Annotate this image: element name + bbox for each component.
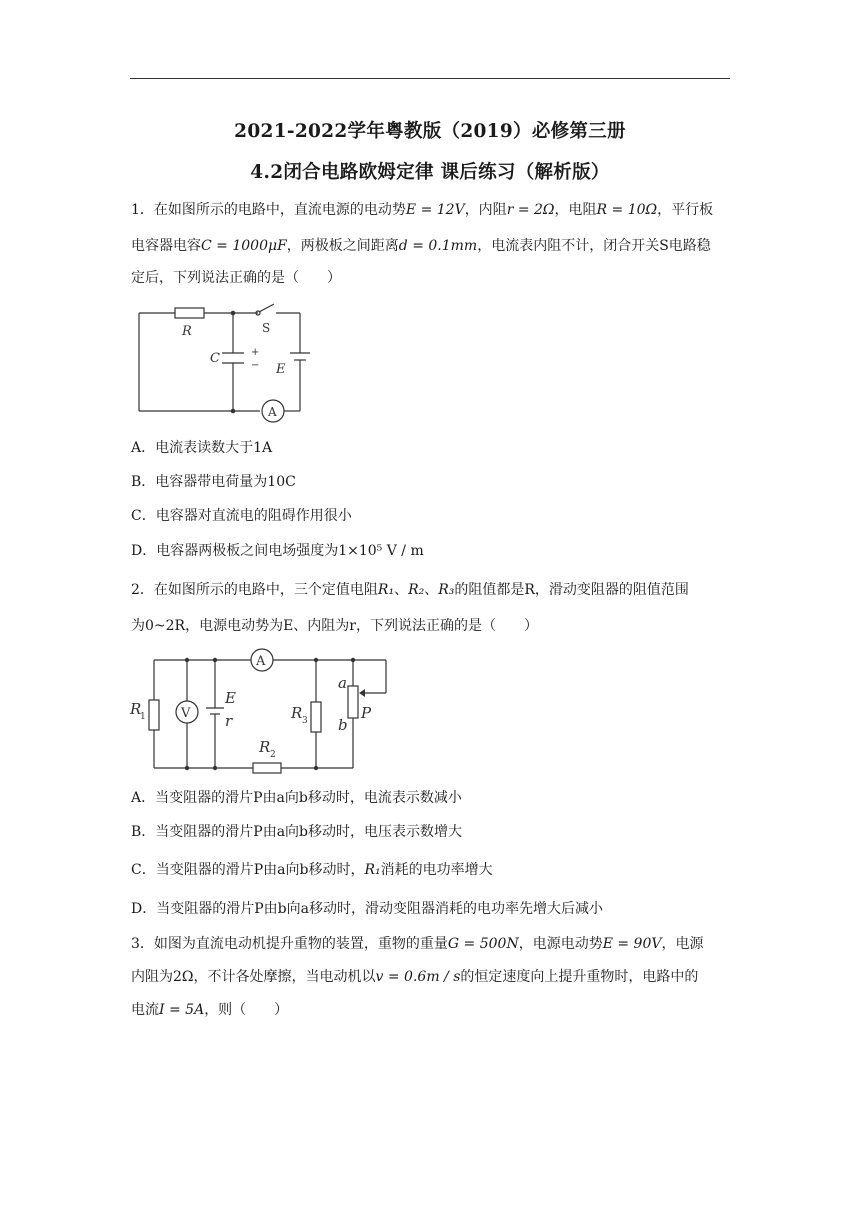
junction-dot [314,766,318,770]
document-subtitle: 4.2闭合电路欧姆定律 课后练习（解析版） [250,162,610,183]
switch-S-label: S [262,321,271,335]
resistor-R1-label: R [130,700,142,718]
resistor-R1-subscript: 1 [140,712,146,722]
q3-stem-line1: 3．如图为直流电动机提升重物的装置，重物的重量G = 500N，电源电动势E = 90V，电源 [131,936,704,952]
header-rule [130,78,730,79]
junction-dot [314,658,318,662]
source-E-label: E [276,362,286,377]
plus-sign: + [251,347,260,358]
q1-option-a[interactable]: A．电流表读数大于1A [131,440,273,456]
q1-option-d[interactable]: D．电容器两极板之间电场强度为1×10⁵ V / m [131,543,424,559]
document-title: 2021-2022学年粤教版（2019）必修第三册 [234,121,626,142]
resistor-R3-label: R [291,704,303,722]
junction-dot [231,311,236,316]
capacitor-C-label: C [210,351,220,366]
slider-P-label: P [361,704,372,722]
q1-stem-line3: 定后，下列说法正确的是（ ） [131,270,341,286]
voltmeter-V-label: V [181,706,191,721]
source-E-label: E [225,689,236,707]
q2-stem-line2: 为0~2R，电源电动势为E、内阻为r，下列说法正确的是（ ） [131,618,538,634]
q1-option-b[interactable]: B．电容器带电荷量为10C [131,474,296,490]
q2-stem-line1: 2．在如图所示的电路中，三个定值电阻R₁、R₂、R₃的阻值都是R，滑动变阻器的阻值范围 [131,582,689,598]
rheostat-a-label: a [338,674,347,692]
q2-option-a[interactable]: A．当变阻器的滑片P由a向b移动时，电流表示数减小 [131,790,462,806]
source-r-label: r [225,712,233,730]
q3-stem-line2: 内阻为2Ω，不计各处摩擦，当电动机以v = 0.6m / s的恒定速度向上提升重物时，电路中的 [131,969,699,985]
q1-stem-line1: 1．在如图所示的电路中，直流电源的电动势E = 12V，内阻r = 2Ω，电阻R = 10Ω，平行板 [131,202,714,218]
rheostat-b-label: b [338,716,348,734]
junction-dot [185,658,189,662]
resistor-R2-subscript: 2 [270,750,276,760]
junction-dot [351,658,355,662]
resistor-R3-subscript: 3 [302,716,308,726]
q2-option-d[interactable]: D．当变阻器的滑片P由b向a移动时，滑动变阻器消耗的电功率先增大后减小 [131,901,603,917]
minus-sign: − [251,360,260,371]
junction-dot [213,766,217,770]
q2-option-b[interactable]: B．当变阻器的滑片P由a向b移动时，电压表示数增大 [131,824,463,840]
q1-circuit-diagram [130,296,310,426]
junction-dot [231,409,236,414]
q1-stem-line2: 电容器电容C = 1000μF，两极板之间距离d = 0.1mm，电流表内阻不计，闭合开关S电路稳 [131,238,711,254]
junction-dot [185,766,189,770]
q2-circuit-diagram [128,648,393,778]
q1-option-c[interactable]: C．电容器对直流电的阻碍作用很小 [131,508,352,524]
ammeter-A-label: A [268,405,277,419]
resistor-R-label: R [182,324,192,339]
q3-stem-line3: 电流I = 5A，则（ ） [131,1002,289,1018]
resistor-R2-label: R [259,738,271,756]
ammeter-A-label: A [256,654,266,669]
slider-arrow [359,689,365,697]
q2-option-c[interactable]: C．当变阻器的滑片P由a向b移动时，R₁消耗的电功率增大 [131,862,493,878]
junction-dot [213,658,217,662]
